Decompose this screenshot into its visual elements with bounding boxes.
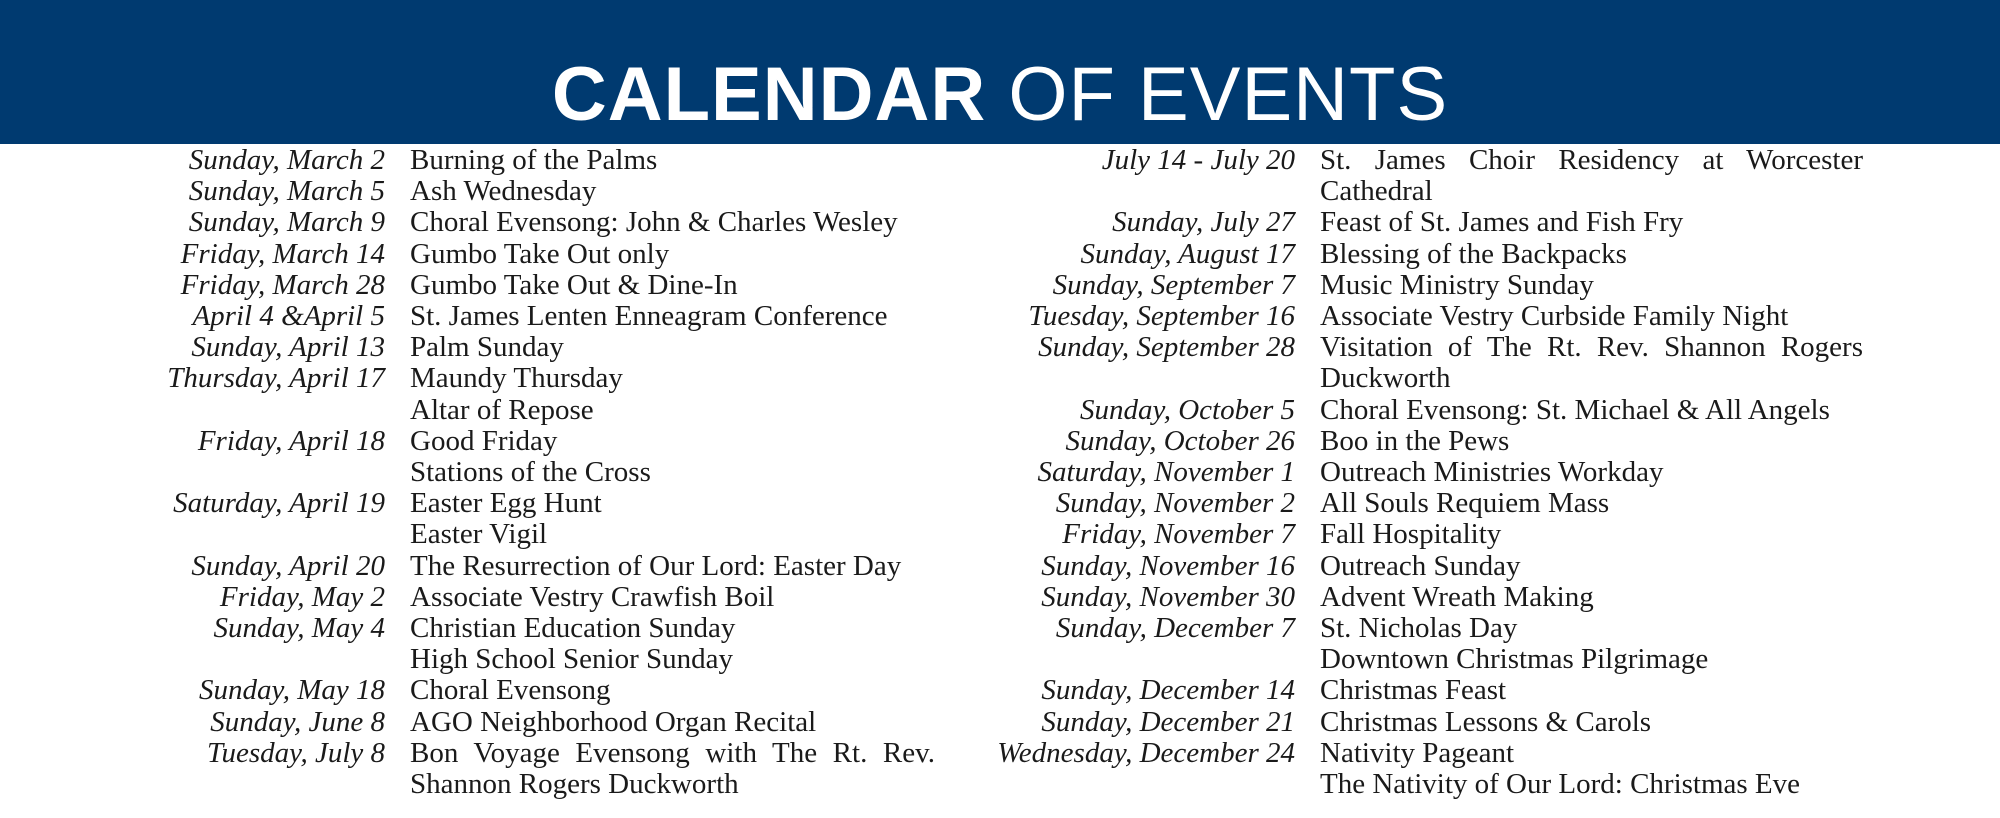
event-names — [410, 613, 935, 675]
event-names — [410, 207, 935, 238]
event-row — [960, 270, 2000, 301]
event-row — [960, 332, 2000, 394]
event-row — [960, 551, 2000, 582]
event-name: Gumbo Take Out & Dine-In — [410, 268, 738, 301]
event-row — [0, 332, 950, 363]
event-name: Outreach Ministries Workday — [1320, 456, 1664, 489]
event-names — [1320, 145, 1863, 207]
event-row — [0, 363, 950, 425]
event-date: Sunday, May 4 — [213, 612, 385, 645]
event-date: Sunday, November 16 — [1041, 549, 1295, 582]
event-name: Ash Wednesday — [410, 175, 597, 208]
event-row — [0, 239, 950, 270]
event-names — [1320, 738, 1863, 800]
event-name: Fall Hospitality — [1320, 518, 1502, 551]
event-name: Boo in the Pews — [1320, 424, 1510, 457]
event-row — [0, 176, 950, 207]
event-name: Associate Vestry Curbside Family Night — [1320, 300, 1789, 333]
event-names — [410, 332, 935, 363]
event-names — [410, 363, 935, 425]
event-name: Outreach Sunday — [1320, 549, 1521, 582]
event-date: Friday, November 7 — [1062, 518, 1295, 551]
event-name: Downtown Christmas Pilgrimage — [1320, 643, 1709, 676]
event-names — [1320, 395, 1863, 426]
event-name: Cathedral — [1320, 175, 1433, 208]
event-name: Duckworth — [1320, 362, 1451, 395]
event-name: Shannon Rogers Duckworth — [410, 768, 739, 801]
events-column-right — [960, 145, 2000, 800]
event-row — [960, 395, 2000, 426]
event-names — [1320, 332, 1863, 394]
event-name: AGO Neighborhood Organ Recital — [410, 705, 817, 738]
event-row — [0, 707, 950, 738]
event-row — [960, 457, 2000, 488]
event-date: Sunday, May 18 — [198, 674, 385, 707]
event-name: Choral Evensong: St. Michael & All Angels — [1320, 393, 1830, 426]
event-date: July 14 - July 20 — [1101, 144, 1295, 176]
event-name: Advent Wreath Making — [1320, 580, 1594, 613]
event-date: Sunday, September 28 — [1038, 331, 1295, 364]
event-name: Altar of Repose — [410, 393, 594, 426]
event-names — [1320, 301, 1863, 332]
event-name: Stations of the Cross — [410, 456, 651, 489]
page-title — [0, 52, 2000, 138]
event-name: Choral Evensong: John & Charles Wesley — [410, 206, 898, 239]
event-row — [0, 426, 950, 488]
event-name: Visitation of The Rt. Rev. Shannon Rogers — [1320, 331, 1863, 364]
event-names — [1320, 457, 1863, 488]
event-row — [0, 551, 950, 582]
event-names — [410, 239, 935, 270]
event-row — [960, 707, 2000, 738]
event-date: Tuesday, July 8 — [206, 736, 385, 769]
event-name: The Nativity of Our Lord: Christmas Eve — [1320, 768, 1801, 801]
event-name: St. James Lenten Enneagram Conference — [410, 300, 888, 333]
title-rest-part: OF EVENTS — [1008, 52, 1449, 137]
event-row — [0, 738, 950, 800]
event-name: Blessing of the Backpacks — [1320, 237, 1627, 270]
event-row — [0, 207, 950, 238]
event-name: Christmas Feast — [1320, 674, 1507, 707]
event-name: Easter Egg Hunt — [410, 487, 602, 520]
event-names — [1320, 488, 1863, 519]
event-name: The Resurrection of Our Lord: Easter Day — [410, 549, 902, 582]
event-date: Sunday, March 9 — [188, 206, 385, 239]
event-date: Sunday, September 7 — [1052, 268, 1295, 301]
event-row — [0, 613, 950, 675]
event-names — [1320, 675, 1863, 706]
event-date: Friday, March 14 — [180, 237, 385, 270]
header-banner — [0, 0, 2000, 144]
event-date: Tuesday, September 16 — [1028, 300, 1295, 333]
event-names — [410, 738, 935, 800]
event-names — [1320, 707, 1863, 738]
event-date: Sunday, November 30 — [1041, 580, 1295, 613]
event-names — [410, 675, 935, 706]
event-date: Sunday, March 5 — [188, 175, 385, 208]
event-name: Gumbo Take Out only — [410, 237, 670, 270]
event-name: Bon Voyage Evensong with The Rt. Rev. — [410, 736, 935, 769]
event-name: All Souls Requiem Mass — [1320, 487, 1610, 520]
event-names — [410, 707, 935, 738]
event-name: Music Ministry Sunday — [1320, 268, 1594, 301]
event-date: Sunday, June 8 — [210, 705, 385, 738]
event-date: Sunday, October 5 — [1079, 393, 1295, 426]
event-names — [410, 176, 935, 207]
event-name: Good Friday — [410, 424, 558, 457]
event-row — [960, 301, 2000, 332]
event-date: Sunday, April 20 — [191, 549, 385, 582]
event-names — [410, 270, 935, 301]
event-row — [960, 738, 2000, 800]
event-row — [960, 613, 2000, 675]
event-names — [410, 488, 935, 550]
event-names — [410, 582, 935, 613]
event-date: Friday, March 28 — [180, 268, 385, 301]
event-date: Saturday, April 19 — [173, 487, 385, 520]
event-name: Easter Vigil — [410, 518, 548, 551]
event-date: Friday, May 2 — [219, 580, 385, 613]
event-names — [1320, 270, 1863, 301]
event-name: Nativity Pageant — [1320, 736, 1515, 769]
event-row — [0, 675, 950, 706]
event-names — [410, 301, 935, 332]
event-date: Saturday, November 1 — [1037, 456, 1295, 489]
event-row — [960, 239, 2000, 270]
event-row — [960, 582, 2000, 613]
event-date: Wednesday, December 24 — [997, 736, 1295, 769]
event-name: Burning of the Palms — [410, 144, 658, 176]
event-row — [0, 582, 950, 613]
event-name: St. James Choir Residency at Worcester — [1320, 144, 1863, 176]
event-names — [1320, 582, 1863, 613]
event-name: Feast of St. James and Fish Fry — [1320, 206, 1684, 239]
event-names — [1320, 519, 1863, 550]
event-row — [960, 426, 2000, 457]
event-name: High School Senior Sunday — [410, 643, 734, 676]
event-date: April 4 &April 5 — [192, 300, 385, 333]
event-name: Choral Evensong — [410, 674, 611, 707]
event-date: Sunday, March 2 — [188, 144, 385, 176]
event-name: Palm Sunday — [410, 331, 564, 364]
event-date: Sunday, April 13 — [191, 331, 385, 364]
event-date: Thursday, April 17 — [167, 362, 385, 395]
event-date: Sunday, October 26 — [1065, 424, 1295, 457]
events-column-left — [0, 145, 950, 800]
event-names — [1320, 551, 1863, 582]
event-row — [960, 207, 2000, 238]
event-row — [0, 488, 950, 550]
event-date: Sunday, December 21 — [1041, 705, 1295, 738]
event-row — [960, 145, 2000, 207]
event-name: Christmas Lessons & Carols — [1320, 705, 1652, 738]
event-names — [410, 551, 935, 582]
title-bold-part: CALENDAR — [551, 52, 987, 137]
event-row — [0, 301, 950, 332]
event-names — [410, 426, 935, 488]
event-name: Maundy Thursday — [410, 362, 623, 395]
event-name: Associate Vestry Crawfish Boil — [410, 580, 775, 613]
event-name: Christian Education Sunday — [410, 612, 736, 645]
event-date: Sunday, July 27 — [1112, 206, 1295, 239]
event-date: Sunday, December 14 — [1041, 674, 1295, 707]
event-names — [410, 145, 935, 176]
event-row — [960, 488, 2000, 519]
event-date: Friday, April 18 — [197, 424, 385, 457]
event-names — [1320, 239, 1863, 270]
event-row — [960, 519, 2000, 550]
event-names — [1320, 613, 1863, 675]
event-row — [0, 270, 950, 301]
event-date: Sunday, December 7 — [1055, 612, 1295, 645]
event-name: St. Nicholas Day — [1320, 612, 1518, 645]
event-date: Sunday, August 17 — [1080, 237, 1295, 270]
event-date: Sunday, November 2 — [1055, 487, 1295, 520]
event-names — [1320, 207, 1863, 238]
event-names — [1320, 426, 1863, 457]
event-row — [960, 675, 2000, 706]
event-row — [0, 145, 950, 176]
